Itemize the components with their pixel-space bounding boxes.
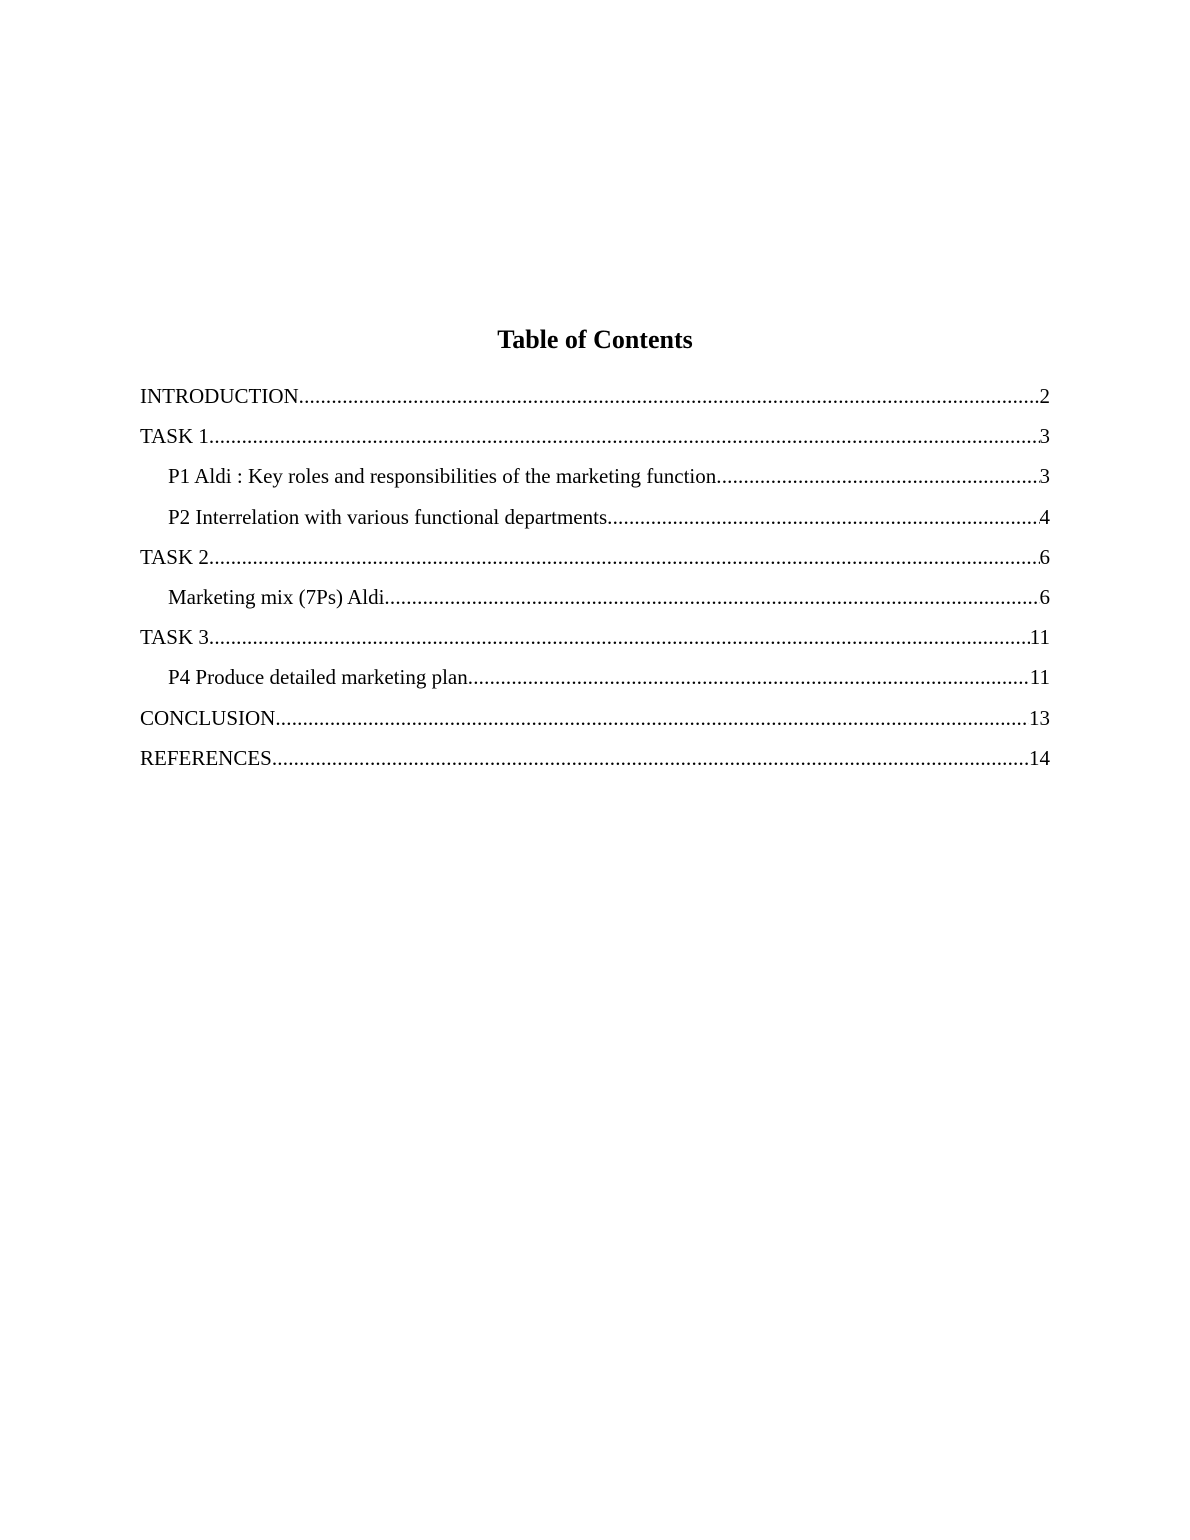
toc-entry-page: 3	[1039, 424, 1050, 449]
toc-entry-page: 6	[1039, 584, 1050, 609]
toc-entry-task-1[interactable]	[140, 421, 1050, 461]
toc-entry-label: P2 Interrelation with various functional departments	[168, 504, 608, 529]
toc-dot-leader	[716, 461, 1039, 491]
toc-entry-introduction[interactable]	[140, 381, 1050, 421]
toc-entry-p1-aldi[interactable]	[140, 461, 1050, 501]
toc-dot-leader	[607, 502, 1039, 532]
toc-entry-references[interactable]	[140, 743, 1050, 783]
toc-entry-page: 6	[1039, 544, 1050, 569]
toc-entry-task-3[interactable]	[140, 622, 1050, 662]
toc-dot-leader	[272, 743, 1029, 773]
toc-entry-page: 14	[1029, 745, 1050, 770]
toc-dot-leader	[209, 542, 1040, 572]
toc-dot-leader	[384, 582, 1039, 612]
toc-dot-leader	[209, 622, 1030, 652]
toc-entry-label: P4 Produce detailed marketing plan	[168, 665, 468, 690]
toc-entry-page: 3	[1039, 464, 1050, 489]
toc-entry-label: CONCLUSION	[140, 705, 276, 730]
toc-entry-marketing-mix[interactable]	[140, 582, 1050, 622]
toc-entry-label: P1 Aldi : Key roles and responsibilities of the marketing function	[168, 464, 717, 489]
toc-entry-p4-marketing-plan[interactable]	[140, 662, 1050, 702]
toc-list	[140, 381, 1050, 783]
toc-title: Table of Contents	[497, 325, 693, 354]
toc-entry-label: TASK 3	[140, 625, 209, 650]
toc-entry-page: 2	[1039, 384, 1050, 408]
toc-entry-label: TASK 2	[140, 544, 209, 569]
toc-dot-leader	[468, 662, 1030, 692]
toc-entry-label: TASK 1	[140, 424, 209, 449]
toc-dot-leader	[275, 703, 1029, 733]
toc-entry-label: REFERENCES	[140, 745, 272, 770]
toc-entry-conclusion[interactable]	[140, 703, 1050, 743]
toc-entry-task-2[interactable]	[140, 542, 1050, 582]
toc-dot-leader	[299, 381, 1040, 411]
toc-entry-page: 13	[1029, 705, 1050, 730]
toc-entry-p2-interrelation[interactable]	[140, 502, 1050, 542]
toc-dot-leader	[209, 421, 1040, 451]
toc-entry-label: INTRODUCTION	[140, 384, 299, 408]
toc-entry-page: 4	[1039, 504, 1050, 529]
toc-entry-page: 11	[1029, 665, 1050, 690]
toc-entry-page: 11	[1029, 625, 1050, 650]
toc-entry-label: Marketing mix (7Ps) Aldi	[168, 584, 385, 609]
